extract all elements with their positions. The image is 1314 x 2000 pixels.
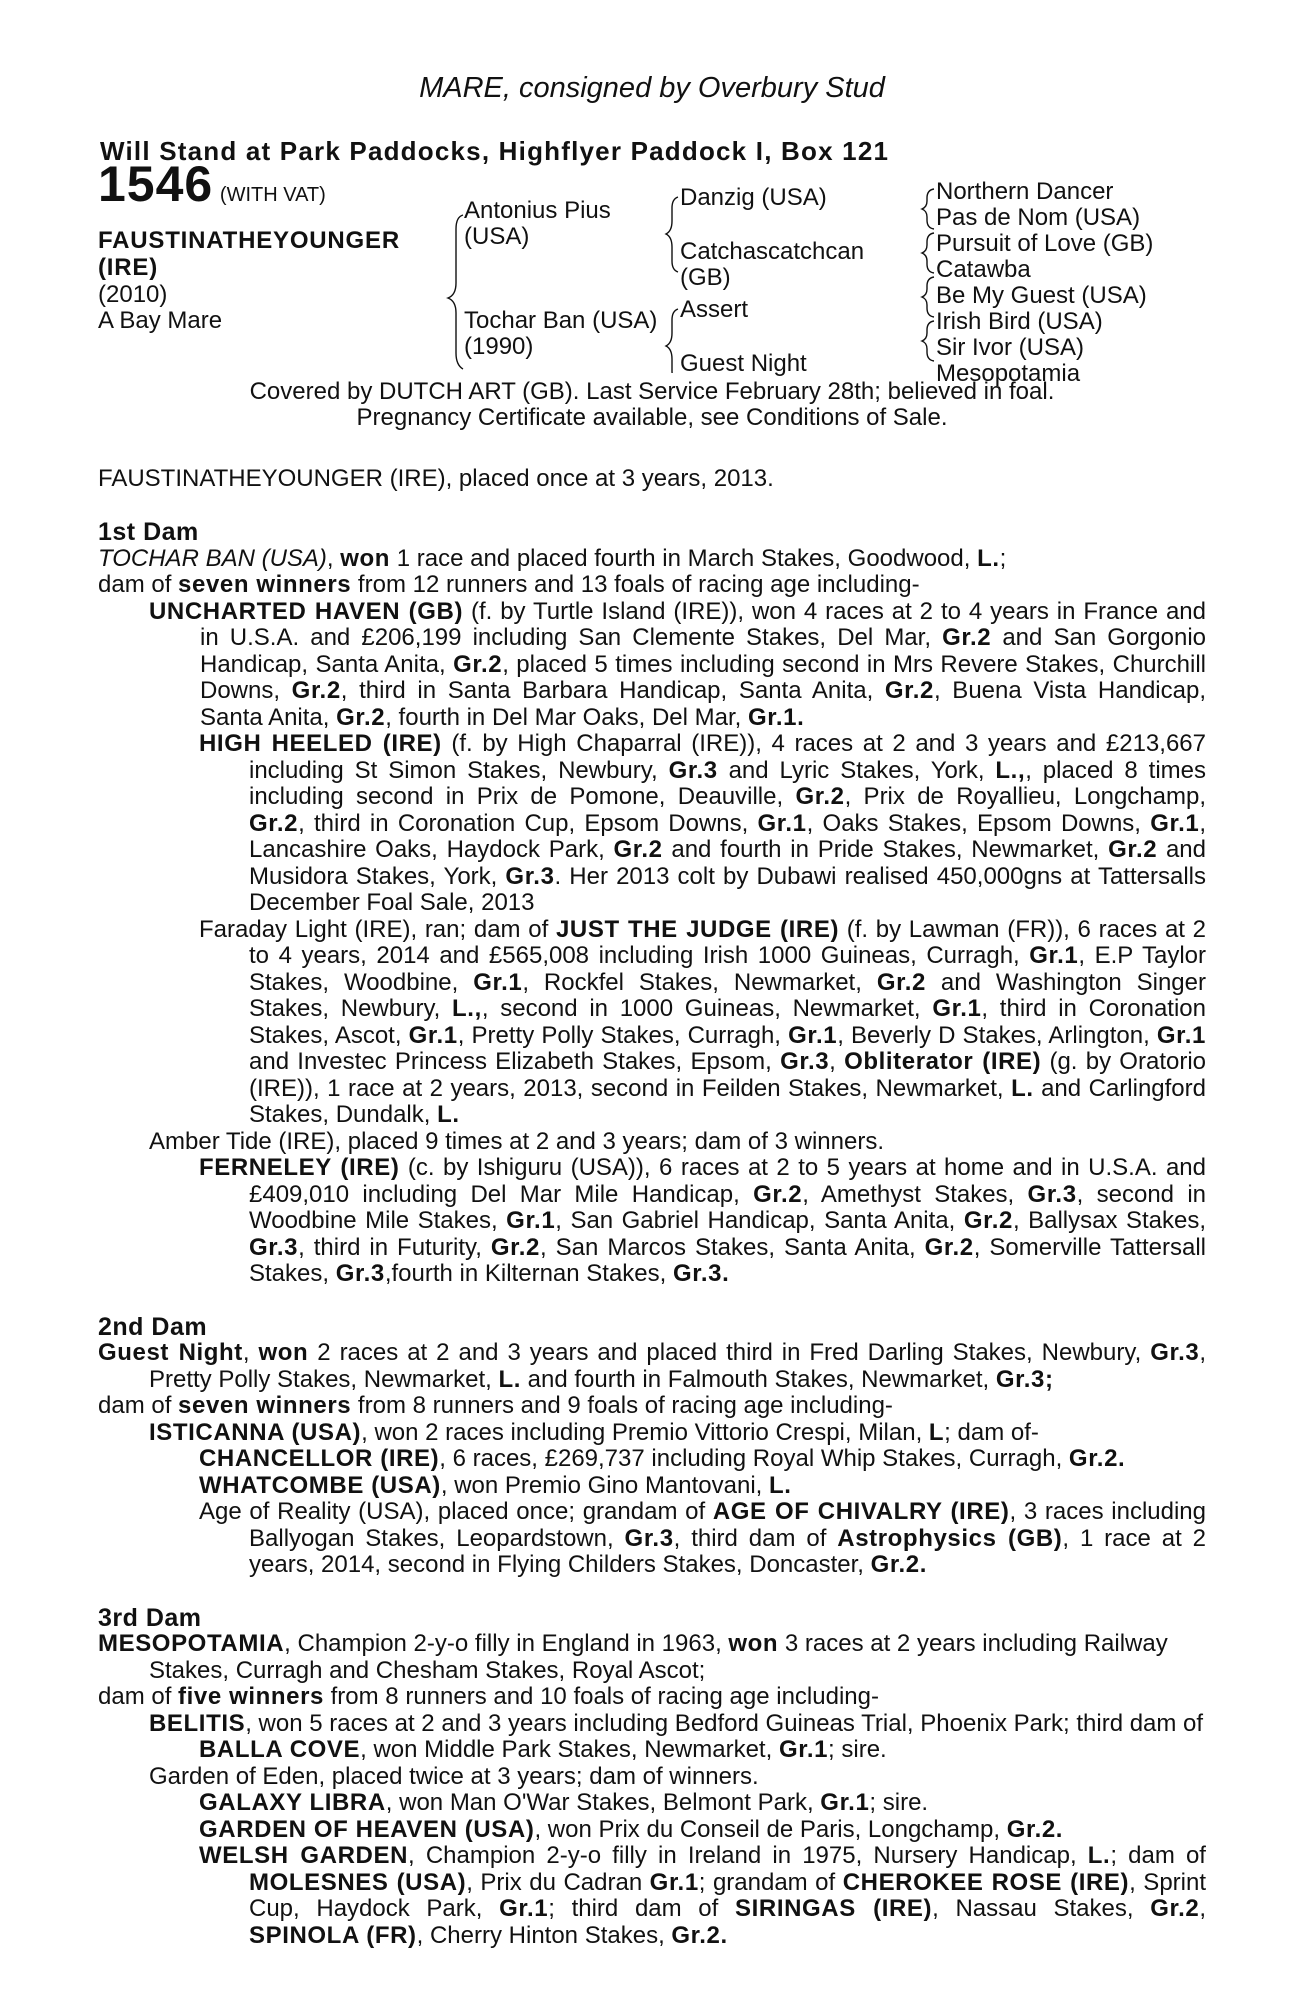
lot-number: 1546: [98, 155, 214, 212]
consignment-line: MARE, consigned by Overbury Stud: [419, 72, 885, 104]
grade: Gr.2: [453, 650, 503, 678]
record-text: , Pretty Polly Stakes, Newmarket,: [149, 1339, 1206, 1393]
dam-dam: Guest Night: [680, 349, 807, 377]
grade: L.: [437, 1101, 460, 1128]
ancestor-6: Irish Bird (USA): [936, 307, 1103, 335]
entry-text: and Investec Princess Elizabeth Stakes, Epsom,: [249, 1048, 781, 1075]
horse-country: (IRE): [98, 253, 158, 281]
won-label: won: [258, 1339, 309, 1366]
entry-text: Faraday Light (IRE), ran; dam of: [199, 915, 556, 943]
horse-name: CHEROKEE ROSE (IRE): [842, 1868, 1130, 1896]
won-label: won: [340, 544, 391, 572]
grade: Gr.2.: [1006, 1815, 1064, 1843]
grade: Gr.2.: [870, 1551, 928, 1578]
third-dam-produce: [98, 1684, 1206, 1711]
catalogue-page: [98, 70, 1206, 1949]
third-dam-heading: 3rd Dam: [98, 1603, 202, 1632]
grade: Gr.1: [499, 1895, 549, 1922]
entry-text: and fourth in Pride Stakes, Newmarket,: [662, 836, 1109, 863]
sire-dam: Catchascatchcan: [680, 237, 865, 265]
horse-name: BALLA COVE: [199, 1736, 361, 1763]
entry-text: Age of Reality (USA), placed once; grandam of: [199, 1498, 713, 1525]
grade: Gr.3: [249, 1233, 299, 1261]
grade: L.,: [452, 995, 482, 1022]
entry-text: , third in Futurity,: [298, 1233, 491, 1261]
dam-of-label: dam of: [98, 571, 179, 598]
entry-text: ; grandam of: [698, 1868, 843, 1896]
runners-text: from 12 runners and 13 foals of racing age including-: [351, 571, 920, 598]
grade: Gr.2: [942, 624, 992, 651]
entry-text: , Buena Vista Handicap, Santa Anita,: [200, 677, 1206, 731]
grade: Gr.1: [820, 1789, 870, 1816]
third-dam-section: [98, 1605, 1206, 1950]
horse-name: JUST THE JUDGE (IRE): [555, 915, 840, 943]
belitis-entry: [149, 1711, 1206, 1764]
grade: Gr.2: [291, 677, 341, 704]
horse-name: ISTICANNA (USA): [149, 1418, 362, 1446]
first-dam-heading: 1st Dam: [98, 518, 199, 546]
record-text: and fourth in Falmouth Stakes, Newmarket,: [520, 1365, 996, 1393]
won-label: won: [728, 1630, 779, 1657]
grade: L.: [1011, 1074, 1034, 1102]
entry-text: , third in Santa Barbara Handicap, Santa Anita,: [340, 677, 885, 704]
entry-text: (f. by High Chaparral (IRE)), 4 races at 2 and 3 years and £213,667 including St Simon Stakes, Newbury,: [249, 730, 1206, 784]
entry-text: , won Man O'War Stakes, Belmont Park,: [385, 1789, 821, 1816]
entry-text: , third dam of: [673, 1524, 838, 1552]
grade: Gr.1: [778, 1736, 829, 1763]
entry-text: , won Premio Gino Mantovani,: [440, 1471, 770, 1499]
grade: Gr.3: [624, 1524, 674, 1552]
second-dam-section: [98, 1314, 1206, 1579]
horse-name: BELITIS: [149, 1709, 246, 1737]
faraday-light-entry: Faraday Light (IRE), ran; dam of JUST THE JUDGE (IRE) (f. by Lawman (FR)), 6 races at 2 to 4 years, 2014 and £565,008 including Irish 1000 Guineas, Curragh, Gr.1, E.P Taylor Stakes, Woodbine, Gr.1, Rockfel Stakes, Newmarket, Gr.2 and Washington Singer Stakes, Newbury, L.,, second in 1000 Guineas, Newmarket, Gr.1, third in Coronation Stakes, Ascot, Gr.1, Pretty Polly Stakes, Curragh, Gr.1, Beverly D Stakes, Arlington, Gr.1 and Investec Princess Elizabeth Stakes, Epsom, Gr.3, Obliterator (IRE) (g. by Oratorio (IRE)), 1 race at 2 years, 2013, second in Feilden Stakes, Newmarket, L. and Carlingford Stakes, Dundalk, L.: [199, 915, 1207, 1128]
grade: Gr.3.: [672, 1260, 730, 1287]
entry-text: , second in 1000 Guineas, Newmarket,: [481, 995, 933, 1022]
grade: L: [928, 1418, 945, 1446]
entry-text: , Champion 2-y-o filly in Ireland in 1975, Nursery Handicap,: [408, 1842, 1088, 1869]
entry-text: , Beverly D Stakes, Arlington,: [837, 1021, 1157, 1049]
whatcombe-entry: [199, 1473, 1206, 1500]
grade: Gr.3: [780, 1048, 830, 1075]
grade: Gr.2: [1108, 836, 1158, 863]
ancestor-2: Pas de Nom (USA): [936, 203, 1141, 231]
entry-text: , Cherry Hinton Stakes,: [416, 1921, 672, 1949]
lot-summary: FAUSTINATHEYOUNGER (IRE), placed once at 3 years, 2013.: [98, 464, 774, 492]
second-dam-record: Guest Night, won 2 races at 2 and 3 years and placed third in Fred Darling Stakes, Newbury, Gr.3, Pretty Polly Stakes, Newmarket, L. and fourth in Falmouth Stakes, Newmarket, Gr.3;: [98, 1339, 1206, 1393]
entry-text: , won Middle Park Stakes, Newmarket,: [360, 1736, 779, 1763]
entry-text: , Ballysax Stakes,: [1012, 1207, 1206, 1234]
entry-text: , Rockfel Stakes, Newmarket,: [522, 968, 877, 996]
entry-text: , Lancashire Oaks, Haydock Park,: [249, 809, 1206, 863]
winners-count: seven winners: [178, 1392, 352, 1419]
galaxy-libra-entry: [199, 1790, 1206, 1817]
horse-name: SIRINGAS (IRE): [735, 1895, 933, 1922]
grade: L.: [498, 1365, 521, 1393]
winners-count: five winners: [178, 1683, 324, 1710]
horse-name: GALAXY LIBRA: [199, 1789, 386, 1816]
horse-name: FAUSTINATHEYOUNGER: [98, 226, 400, 254]
grade: Gr.1: [1150, 809, 1200, 837]
grade: Gr.3: [668, 756, 718, 784]
record-text: 3 races at 2 years including Railway Stakes, Curragh and Chesham Stakes, Royal Ascot;: [149, 1630, 1168, 1684]
horse-name: GARDEN OF HEAVEN (USA): [199, 1815, 535, 1843]
entry-text: , 3 races including Ballyogan Stakes, Leopardstown,: [249, 1498, 1207, 1552]
entry-text: , San Marcos Stakes, Santa Anita,: [540, 1233, 925, 1261]
stand-location: Will Stand at Park Paddocks, Highflyer Paddock I, Box 121: [100, 136, 890, 166]
entry-text: , Pretty Polly Stakes, Curragh,: [457, 1021, 789, 1049]
grade: Gr.1: [1029, 942, 1079, 969]
second-dam-produce: [98, 1393, 1206, 1420]
horse-name: Astrophysics (GB): [837, 1524, 1063, 1552]
entry-text: , Prix du Cadran: [466, 1868, 650, 1896]
entry-text: and Lyric Stakes, York,: [717, 756, 996, 784]
entry-text: and San Gorgonio Handicap, Santa Anita,: [200, 624, 1207, 678]
entry-text: , third in Coronation Stakes, Ascot,: [249, 995, 1206, 1049]
grade: Gr.2: [876, 968, 926, 996]
grade: Gr.1: [473, 968, 523, 996]
grade: Gr.2: [249, 809, 299, 837]
grade: Gr.1: [788, 1021, 838, 1049]
entry-text: ; sire.: [828, 1736, 887, 1763]
grade: Gr.1.: [748, 703, 805, 731]
grade: Gr.1: [408, 1021, 458, 1049]
sire-sire: Danzig (USA): [680, 183, 827, 211]
horse-name: UNCHARTED HAVEN (GB): [149, 597, 464, 625]
horse-name: SPINOLA (FR): [249, 1921, 417, 1949]
horse-name: MOLESNES (USA): [249, 1868, 467, 1896]
grade: Gr.2: [963, 1207, 1013, 1234]
first-dam-record: TOCHAR BAN (USA), won 1 race and placed fourth in March Stakes, Goodwood, L.;: [98, 544, 1007, 572]
entry-text: , won Prix du Conseil de Paris, Longchamp,: [534, 1815, 1007, 1843]
third-dam-record: [98, 1631, 1206, 1684]
record-text: 1 race and placed fourth in March Stakes, Goodwood,: [390, 544, 978, 572]
entry-text: , won 5 races at 2 and 3 years including Bedford Guineas Trial, Phoenix Park; third dam of: [245, 1709, 1204, 1737]
grade: L.: [1087, 1842, 1111, 1869]
entry-text: ; sire.: [869, 1789, 929, 1816]
entry-text: , 1 race at 2 years, 2014, second in Flying Childers Stakes, Doncaster,: [249, 1524, 1206, 1578]
record-text: , Champion 2-y-o filly in England in 1963,: [284, 1630, 729, 1657]
grade: Gr.3: [1150, 1339, 1200, 1366]
entry-text: , fourth in Del Mar Oaks, Del Mar,: [385, 703, 748, 731]
entry-text: and Carlingford Stakes, Dundalk,: [249, 1074, 1206, 1128]
grade: Gr.2: [795, 783, 845, 810]
sire-dam-country: (GB): [680, 263, 731, 291]
entry-text: and Musidora Stakes, York,: [249, 836, 1206, 890]
grade: Gr.2: [884, 677, 934, 704]
third-dam-name: MESOPOTAMIA: [98, 1630, 285, 1657]
entry-text: and Washington Singer Stakes, Newbury,: [249, 968, 1206, 1022]
grade: Gr.1: [506, 1207, 556, 1234]
grade: Gr.3: [505, 862, 555, 890]
record-text: 2 races at 2 and 3 years and placed third in Fred Darling Stakes, Newbury,: [308, 1339, 1151, 1366]
high-heeled-entry: [199, 731, 1206, 917]
entry-text: , placed 5 times including second in Mrs Revere Stakes, Churchill Downs,: [200, 650, 1206, 704]
sire-name: Antonius Pius: [464, 196, 611, 224]
welsh-garden-entry: WELSH GARDEN, Champion 2-y-o filly in Ireland in 1975, Nursery Handicap, L.; dam of MOLESNES (USA), Prix du Cadran Gr.1; grandam of CHEROKEE ROSE (IRE), Sprint Cup, Haydock Park, Gr.1; third dam of SIRINGAS (IRE), Nassau Stakes, Gr.2, SPINOLA (FR), Cherry Hinton Stakes, Gr.2.: [199, 1842, 1207, 1949]
horse-name: CHANCELLOR (IRE): [199, 1445, 440, 1472]
entry-text: , Prix de Royallieu, Longchamp,: [844, 783, 1206, 810]
entry-text: ; third dam of: [548, 1895, 736, 1922]
garden-of-heaven-entry: [199, 1817, 1206, 1844]
second-dam-name: Guest Night: [98, 1339, 243, 1366]
first-dam-section: [98, 519, 1206, 1288]
grade: Gr.1: [1156, 1021, 1206, 1049]
horse-name: WHATCOMBE (USA): [199, 1471, 441, 1499]
isticanna-entry: [149, 1420, 1206, 1447]
pedigree-block: [98, 155, 1206, 387]
entry-text: ; dam of: [1110, 1842, 1206, 1869]
dam-of-label: dam of: [98, 1683, 179, 1710]
horse-description: A Bay Mare: [98, 306, 223, 334]
second-dam-heading: 2nd Dam: [98, 1312, 208, 1341]
entry-text: , placed 8 times including second in Prix de Pomone, Deauville,: [249, 756, 1206, 810]
ancestor-3: Pursuit of Love (GB): [936, 229, 1154, 257]
entry-text: (f. by Turtle Island (IRE)), won 4 races at 2 to 4 years in France and in U.S.A. and £206,199 including San Clemente Stakes, Del Mar,: [200, 597, 1206, 651]
entry-text: (c. by Ishiguru (USA)), 6 races at 2 to 5 years at home and in U.S.A. and £409,010 including Del Mar Mile Handicap,: [249, 1154, 1206, 1208]
grade: Gr.1: [932, 995, 982, 1022]
dam-of-label: dam of: [98, 1392, 179, 1419]
sire-country: (USA): [464, 222, 530, 250]
grade: L.: [769, 1471, 792, 1499]
punctuation: ;: [999, 544, 1007, 572]
garden-of-eden-entry: Garden of Eden, placed twice at 3 years; dam of winners.: [149, 1762, 759, 1790]
entry-text: . Her 2013 colt by Dubawi realised 450,000gns at Tattersalls December Foal Sale, 2013: [249, 862, 1206, 916]
grade: Gr.2: [1150, 1895, 1200, 1922]
covering-line-1: Covered by DUTCH ART (GB). Last Service February 28th; believed in foal.: [249, 377, 1055, 405]
entry-text: , Oaks Stakes, Epsom Downs,: [806, 809, 1151, 837]
runners-text: from 8 runners and 10 foals of racing age including-: [323, 1683, 879, 1710]
grade: L.,: [995, 756, 1026, 784]
vat-note: (WITH VAT): [219, 183, 326, 206]
runners-text: from 8 runners and 9 foals of racing age including-: [351, 1392, 893, 1419]
entry-text: , won 2 races including Premio Vittorio Crespi, Milan,: [361, 1418, 929, 1446]
grade: Gr.2: [924, 1233, 974, 1261]
entry-text: (f. by Lawman (FR)), 6 races at 2 to 4 years, 2014 and £565,008 including Irish 1000 Guineas, Curragh,: [249, 915, 1207, 969]
horse-name: Obliterator (IRE): [844, 1048, 1042, 1075]
horse-name: HIGH HEELED (IRE): [199, 730, 442, 757]
first-dam-name: TOCHAR BAN (USA): [98, 544, 327, 572]
chancellor-entry: [199, 1446, 1206, 1473]
amber-tide-entry: Amber Tide (IRE), placed 9 times at 2 and 3 years; dam of 3 winners.: [149, 1127, 884, 1155]
ancestor-4: Catawba: [936, 255, 1031, 283]
dam-name: Tochar Ban (USA): [464, 306, 658, 334]
covering-line-2: Pregnancy Certificate available, see Conditions of Sale.: [356, 404, 948, 431]
entry-text: , Amethyst Stakes,: [802, 1180, 1028, 1208]
ancestor-1: Northern Dancer: [936, 177, 1114, 205]
grade: Gr.2: [613, 836, 663, 863]
age-of-reality-entry: [199, 1499, 1206, 1579]
entry-text: , Somerville Tattersall Stakes,: [249, 1233, 1206, 1287]
grade: Gr.2: [753, 1180, 803, 1208]
grade: Gr.3: [1027, 1180, 1077, 1208]
winners-count: seven winners: [178, 571, 352, 598]
entry-text: ; dam of-: [944, 1418, 1039, 1446]
grade: Gr.1: [649, 1868, 699, 1896]
entry-text: ,fourth in Kilternan Stakes,: [384, 1260, 673, 1287]
uncharted-haven-entry: [149, 599, 1206, 732]
entry-text: , Sprint Cup, Haydock Park,: [249, 1868, 1207, 1922]
ancestor-8: Mesopotamia: [936, 359, 1081, 387]
ferneley-entry: [199, 1155, 1206, 1288]
grade: Gr.2: [336, 703, 386, 731]
foaling-year: (2010): [98, 280, 168, 308]
grade: Gr.2.: [671, 1921, 728, 1949]
entry-text: , third in Coronation Cup, Epsom Downs,: [298, 809, 758, 837]
ancestor-5: Be My Guest (USA): [936, 281, 1147, 309]
entry-text: , Nassau Stakes,: [932, 1895, 1151, 1922]
entry-text: , San Gabriel Handicap, Santa Anita,: [555, 1207, 964, 1234]
grade: Gr.2: [490, 1233, 541, 1261]
first-dam-produce: [98, 572, 1206, 599]
ancestor-7: Sir Ivor (USA): [936, 333, 1085, 361]
grade: Gr.3;: [995, 1365, 1054, 1393]
entry-text: , E.P Taylor Stakes, Woodbine,: [249, 942, 1207, 996]
grade: Gr.2.: [1068, 1445, 1126, 1472]
horse-name: AGE OF CHIVALRY (IRE): [712, 1498, 1010, 1525]
horse-name: FERNELEY (IRE): [199, 1154, 400, 1181]
dam-sire: Assert: [680, 295, 749, 323]
entry-text: , 6 races, £269,737 including Royal Whip Stakes, Curragh,: [439, 1445, 1069, 1472]
entry-text: , second in Woodbine Mile Stakes,: [249, 1180, 1207, 1234]
dam-year: (1990): [464, 332, 534, 360]
horse-name: WELSH GARDEN: [199, 1842, 409, 1869]
listed-mark: L.: [977, 544, 1000, 572]
grade: Gr.3: [335, 1260, 385, 1287]
grade: Gr.1: [757, 809, 807, 837]
entry-text: (g. by Oratorio (IRE)), 1 race at 2 years, 2013, second in Feilden Stakes, Newmarket,: [249, 1048, 1207, 1102]
